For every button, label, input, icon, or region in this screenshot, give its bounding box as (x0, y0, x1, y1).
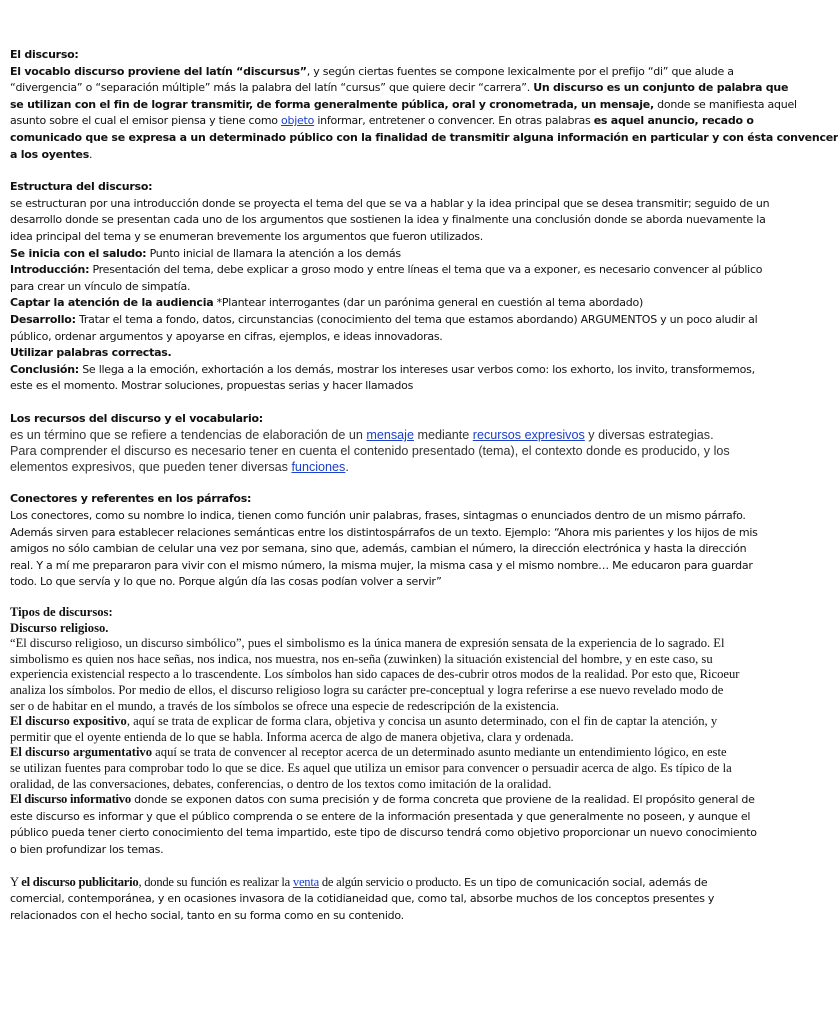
text-line: Además sirven para establecer relaciones semánticas entre los distintospárrafos de un texto. Ejemplo: “Ahora mis parientes y los hijos de mis (10, 525, 758, 539)
link-venta[interactable]: venta (292, 874, 319, 889)
text-line: este es el momento. Mostrar soluciones, propuestas serias y hacer llamados (10, 379, 414, 393)
text-line: Captar la atención de la audiencia *Plantear interrogantes (dar un parónima general en cuestión al tema abordado) (10, 296, 643, 310)
text-line: elementos expresivos, que pueden tener diversas funciones. (10, 460, 349, 475)
section-tipos (10, 605, 768, 924)
text-line: permitir que el oyente entienda de lo que se habla. Informa acerca de algo de manera objetiva, clara y ordenada. (10, 729, 574, 744)
text-line: simbolismo es quien nos hace señas, nos indica, nos muestra, nos en-seña (zuwinken) la situación existencial del hombre, y en este caso, su (10, 651, 713, 666)
heading-tipos: Tipos de discursos: (10, 605, 113, 620)
text-line: amigos no sólo cambian de celular una vez por semana, sino que, además, cambian el número, la dirección electrónica y hasta la dirección (10, 542, 747, 556)
text-line: analiza los símbolos. Por medio de ellos, el discurso religioso logra su carácter pre-conceptual y logra referirse a ese nuevo revelado modo de (10, 683, 724, 697)
section-recursos (10, 411, 768, 476)
link-recursos-expresivos[interactable]: recursos expresivos (472, 428, 585, 443)
text-line: Los conectores, como su nombre lo indica, tienen como función unir palabras, frases, sintagmas o enunciados dentro de un mismo párrafo. (10, 509, 746, 523)
text-line: todo. Lo que servía y lo que no. Porque algún día las cosas podían volver a servir” (10, 575, 442, 589)
text-line: Introducción: Presentación del tema, debe explicar a groso modo y entre líneas el tema que va a exponer, es necesario convencer al público (10, 263, 763, 277)
text-line: “El discurso religioso, un discurso simbólico”, pues el simbolismo es la única manera de expresión sensata de la experiencia de lo sagrado. El (10, 636, 725, 651)
text-line: público pueda tener cierto conocimiento del tema impartido, este tipo de discurso tendrá como objetivo proporcionar un nuevo conocimiento (10, 826, 757, 840)
text-line: a los oyentes. (10, 147, 93, 161)
text-line: o bien profundizar los temas. (10, 842, 164, 856)
text-line: se utilizan fuentes para comprobar todo lo que se dice. Es aquel que utiliza un emisor para convencer o persuadir acerca de algo. Es típico de la (10, 760, 732, 775)
text-line: Conclusión: Se llega a la emoción, exhortación a los demás, mostrar los intereses usar verbos como: los exhorto, los invito, transformemos, (10, 362, 755, 376)
link-mensaje[interactable]: mensaje (366, 428, 414, 443)
section-conectores (10, 491, 768, 591)
text-line: desarrollo donde se presentan cada uno de los argumentos que sostienen la idea y finalmente una conclusión donde se aborda nuevamente la (10, 213, 766, 227)
text-line: real. Y a mí me prepararon para vivir con el mismo número, la misma mujer, la misma casa y el mismo nombre… Me educaron para guardar (10, 558, 753, 572)
text-line: Desarrollo: Tratar el tema a fondo, datos, circunstancias (conocimiento del tema que estamos abordando) ARGUMENTOS y un poco aludir al (10, 312, 758, 326)
link-funciones[interactable]: funciones (291, 460, 346, 475)
text-line: oralidad, de las conversaciones, debates, conferencias, o dentro de los textos como imitación de la oralidad. (10, 776, 552, 791)
text-line: experiencia existencial respecto a lo trascendente. Los símbolos han sido capaces de des-cubrir otros modos de la realidad. Por esto que, Ricoeur (10, 667, 740, 682)
heading-conectores: Conectores y referentes en los párrafos: (10, 492, 252, 506)
text-line: ser o de habitar en el mundo, a través de los símbolos se ofrece una especie de redescripción de la existencia. (10, 698, 560, 713)
text-line: Se inicia con el saludo: Punto inicial de llamara la atención a los demás (10, 246, 401, 260)
text-line: Y el discurso publicitario, donde su función es realizar la venta de algún servicio o producto. Es un tipo de comunicación social, además de (10, 874, 708, 889)
text-line: El vocablo discurso proviene del latín “discursus”, y según ciertas fuentes se compone lexicalmente por el prefijo “di” que alude a (10, 64, 734, 78)
text-line: comunicado que se expresa a un determinado público con la finalidad de transmitir alguna información en particular y con ésta convencer (10, 130, 838, 144)
text-line: es un término que se refiere a tendencias de elaboración de un mensaje mediante recursos expresivos y diversas estrategias. (10, 428, 714, 443)
section-el-discurso (10, 47, 838, 163)
text-line: “divergencia” o “separación múltiple” más la palabra del latín “cursus” que quiere decir “carrera”. Un discurso es un conjunto de palabra que (10, 81, 789, 95)
text-line: idea principal del tema y se enumeran brevemente los argumentos que fueron utilizados. (10, 229, 484, 243)
text-line: relacionados con el hecho social, tanto en su forma como en su contenido. (10, 908, 404, 922)
text-line: asunto sobre el cual el emisor piensa y tiene como objeto informar, entretener o convencer. En otras palabras es aquel anuncio, recado o (10, 114, 754, 128)
heading-el-discurso: El discurso: (10, 48, 79, 61)
text-line: se estructuran por una introducción donde se proyecta el tema del que se va a hablar y la idea principal que se desea transmitir; seguido de un (10, 196, 770, 210)
document-page (10, 47, 838, 924)
subheading-religioso: Discurso religioso. (10, 620, 109, 635)
text-line: Utilizar palabras correctas. (10, 346, 172, 360)
text-line: Para comprender el discurso es necesario tener en cuenta el contenido presentado (tema), el contexto donde es producido, y los (10, 444, 730, 459)
link-objeto[interactable]: objeto (281, 114, 315, 128)
text-line: este discurso es informar y que el público comprenda o se entere de la información presentada y que generalmente no poseen, y aunque el (10, 809, 751, 823)
text-line: El discurso argumentativo aquí se trata de convencer al receptor acerca de un determinado asunto mediante un entendimiento lógico, en este (10, 745, 727, 760)
section-estructura (10, 179, 768, 395)
text-line: El discurso informativo donde se exponen datos con suma precisión y de forma concreta que proviene de la realidad. El propósito general de (10, 792, 755, 807)
text-line: público, ordenar argumentos y apoyarse en cifras, ejemplos, e ideas innovadoras. (10, 329, 443, 343)
text-line: para crear un vínculo de simpatía. (10, 279, 191, 293)
heading-estructura: Estructura del discurso: (10, 180, 153, 194)
text-line: comercial, contemporánea, y en ocasiones invasora de la cotidianeidad que, como tal, absorbe muchos de los conceptos presentes y (10, 892, 715, 906)
text-line: El discurso expositivo, aquí se trata de explicar de forma clara, objetiva y concisa un asunto determinado, con el fin de captar la atención, y (10, 714, 718, 729)
text-line: se utilizan con el fin de lograr transmitir, de forma generalmente pública, oral y cronometrada, un mensaje, donde se manifiesta aquel (10, 97, 797, 111)
heading-recursos: Los recursos del discurso y el vocabulario: (10, 411, 263, 425)
